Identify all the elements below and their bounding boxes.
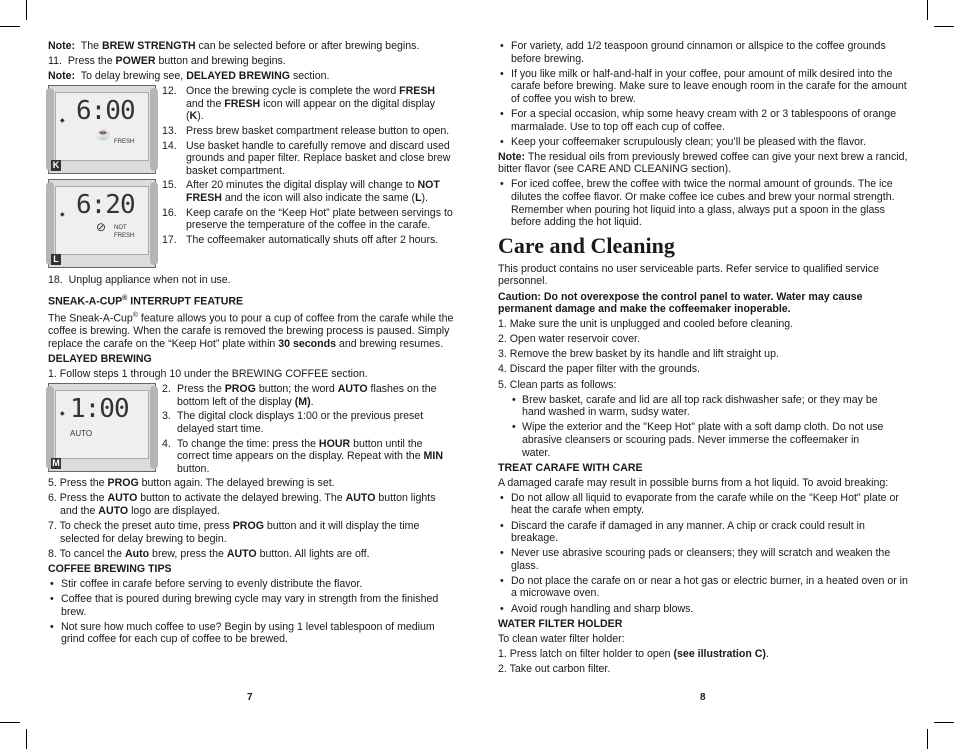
crop-mark bbox=[26, 729, 27, 749]
dial-right bbox=[150, 386, 158, 469]
figure-l-block bbox=[48, 179, 454, 268]
figure-k-block bbox=[48, 85, 454, 177]
tip-item-iced: • For iced coffee, brew the coffee with twice the normal amount of grounds. The ice dilutes the coffee flavor. Or make coffee ice cubes and brew your normal strength. Remember when pouring hot liquid into a glass, always put a spoon in the glass before adding the hot liquid. bbox=[498, 178, 912, 228]
pm-indicator-icon: ◆ bbox=[60, 118, 65, 125]
delayed-step-7: 7. To check the preset auto time, press PROG button and it will display the time selected for delay brewing to begin. bbox=[48, 520, 420, 545]
clean-sub-item: • Wipe the exterior and the "Keep Hot" plate with a soft damp cloth. Do not use abrasive cleansers or scouring pads. Never immerse the coffeemaker in water. bbox=[498, 421, 912, 459]
tip-item: • If you like milk or half-and-half in your coffee, pour amount of milk desired into the carafe before brewing. Make sure to leave enough room in the carafe for the amount of coffee you wish to brew. bbox=[498, 68, 912, 106]
not-label: NOT bbox=[114, 225, 127, 232]
lcd-time: 6:20 bbox=[76, 190, 135, 221]
delayed-brewing-heading: DELAYED BREWING bbox=[48, 353, 152, 366]
dial-left bbox=[46, 386, 54, 469]
note-residual-oils: Note: The residual oils from previously brewed coffee can give your next brew a rancid, bitter flavor (see CARE AND CLEANING section). bbox=[498, 150, 908, 176]
delayed-step-5: 5. Press the PROG button again. The delayed brewing is set. bbox=[48, 477, 335, 490]
lcd-time: 1:00 bbox=[70, 394, 129, 425]
pm-indicator-icon: ◆ bbox=[60, 411, 65, 418]
care-intro: This product contains no user serviceable parts. Refer service to qualified service personnel. bbox=[498, 262, 879, 288]
care-step: 2. Open water reservoir cover. bbox=[498, 333, 640, 346]
crop-mark bbox=[0, 26, 20, 27]
sneak-a-cup-text: The Sneak-A-Cup® feature allows you to pour a cup of coffee from the carafe while the coffee is brewing. When the carafe is removed the brewing process is paused. Simply replace the carafe on the “Keep Hot” plate within 30 seconds and brewing resumes. bbox=[48, 312, 454, 350]
water-filter-intro: To clean water filter holder: bbox=[498, 632, 625, 645]
carafe-item: • Do not allow all liquid to evaporate from the carafe while on the "Keep Hot" plate or heat the carafe when empty. bbox=[498, 492, 912, 517]
dial-left bbox=[46, 182, 54, 265]
delayed-step-6: 6. Press the AUTO button to activate the delayed brewing. The AUTO button lights and the AUTO logo are displayed. bbox=[48, 492, 436, 517]
figure-letter: M bbox=[52, 458, 60, 469]
filter-step-1: 1. Press latch on filter holder to open (see illustration C). bbox=[498, 647, 769, 660]
figure-letter: K bbox=[52, 160, 60, 171]
carafe-item: • Do not place the carafe on or near a hot gas or electric burner, in a heated oven or in a microwave oven. bbox=[498, 575, 912, 600]
care-cleaning-title: Care and Cleaning bbox=[498, 232, 675, 258]
delayed-step-1: 1. Follow steps 1 through 10 under the BREWING COFFEE section. bbox=[48, 368, 368, 381]
carafe-item: • Avoid rough handling and sharp blows. bbox=[498, 603, 912, 616]
filter-step-2: 2. Take out carbon filter. bbox=[498, 662, 611, 675]
page-number-right: 8 bbox=[700, 692, 706, 703]
crop-mark bbox=[927, 729, 928, 749]
no-cup-icon: ⊘ bbox=[96, 220, 107, 235]
carafe-item: • Discard the carafe if damaged in any manner. A chip or crack could result in breakage. bbox=[498, 520, 912, 545]
delayed-step-3: 3. The digital clock displays 1:00 or the previous preset delayed start time. bbox=[162, 410, 424, 435]
step-14: 14. Use basket handle to carefully remove and discard used grounds and paper filter. Replace basket and close brew basket compartment. bbox=[162, 139, 451, 177]
auto-label: AUTO bbox=[70, 429, 93, 439]
lcd-time: 6:00 bbox=[76, 96, 135, 127]
crop-mark bbox=[934, 26, 954, 27]
crop-mark bbox=[26, 0, 27, 20]
note-delayed: Note: To delay brewing see, DELAYED BREWING section. bbox=[48, 70, 330, 83]
left-column bbox=[48, 40, 454, 648]
tip-item: • Coffee that is poured during brewing cycle may vary in strength from the finished brew. bbox=[48, 593, 454, 618]
lcd-screen bbox=[55, 186, 149, 255]
caution-text: Caution: Do not overexpose the control panel to water. Water may cause permanent damage and make the coffeemaker inoperable. bbox=[498, 290, 863, 316]
lcd-screen bbox=[55, 390, 149, 459]
sneak-a-cup-heading: SNEAK-A-CUP® INTERRUPT FEATURE bbox=[48, 295, 244, 308]
clean-sub-item: • Brew basket, carafe and lid are all top rack dishwasher safe; or they may be hand washed in warm, sudsy water. bbox=[498, 394, 912, 419]
fresh-label: FRESH bbox=[114, 139, 135, 146]
carafe-item: • Never use abrasive scouring pads or cleansers; they will scratch and weaken the glass. bbox=[498, 547, 912, 572]
crop-mark bbox=[934, 722, 954, 723]
care-step: 3. Remove the brew basket by its handle and lift straight up. bbox=[498, 348, 779, 361]
dial-left bbox=[46, 88, 54, 171]
delayed-step-2: 2. Press the PROG button; the word AUTO flashes on the bottom left of the display (M). bbox=[162, 383, 437, 408]
care-step: 1. Make sure the unit is unplugged and cooled before cleaning. bbox=[498, 318, 794, 331]
delayed-step-8: 8. To cancel the Auto brew, press the AUTO button. All lights are off. bbox=[48, 547, 370, 560]
treat-carafe-heading: TREAT CARAFE WITH CARE bbox=[498, 462, 643, 475]
step-15: 15. After 20 minutes the digital display will change to NOT FRESH and the icon will also indicate the same (L). bbox=[162, 179, 440, 205]
figure-letter: L bbox=[51, 254, 61, 265]
step-11: 11. Press the POWER button and brewing begins. bbox=[48, 55, 286, 68]
display-figure-l bbox=[48, 179, 156, 268]
tip-item: • Stir coffee in carafe before serving to evenly distribute the flavor. bbox=[48, 578, 454, 591]
water-filter-heading: WATER FILTER HOLDER bbox=[498, 618, 623, 631]
display-figure-m bbox=[48, 383, 156, 472]
tip-item: • For variety, add 1/2 teaspoon ground cinnamon or allspice to the coffee grounds before brewing. bbox=[498, 40, 912, 65]
coffee-tips-heading: COFFEE BREWING TIPS bbox=[48, 563, 172, 576]
treat-carafe-intro: A damaged carafe may result in possible burns from a hot liquid. To avoid breaking: bbox=[498, 476, 889, 489]
display-figure-k bbox=[48, 85, 156, 174]
crop-mark bbox=[0, 722, 20, 723]
tip-item: • Not sure how much coffee to use? Begin by using 1 level tablespoon of medium grind coffee for each cup of coffee to be brewed. bbox=[48, 621, 454, 646]
page-number-left: 7 bbox=[247, 692, 253, 703]
care-step: 5. Clean parts as follows: bbox=[498, 378, 617, 391]
tip-item: • Keep your coffeemaker scrupulously clean; you’ll be pleased with the flavor. bbox=[498, 136, 912, 149]
note-brew-strength: Note: The BREW STRENGTH can be selected before or after brewing begins. bbox=[48, 40, 420, 52]
dial-right bbox=[150, 182, 158, 265]
step-18: 18. Unplug appliance when not in use. bbox=[48, 274, 231, 287]
tip-item: • For a special occasion, whip some heavy cream with 2 or 3 tablespoons of orange marmalade. Use to top off each cup of coffee. bbox=[498, 108, 912, 133]
step-12: 12. Once the brewing cycle is complete the word FRESH and the FRESH icon will appear on the digital display (K). bbox=[162, 85, 436, 123]
step-13: 13. Press brew basket compartment release button to open. bbox=[162, 125, 450, 138]
crop-mark bbox=[927, 0, 928, 20]
coffee-cup-icon: ☕ bbox=[96, 127, 111, 142]
lcd-screen bbox=[55, 92, 149, 161]
right-column bbox=[498, 40, 912, 678]
pm-indicator-icon: ◆ bbox=[60, 212, 65, 219]
dial-right bbox=[150, 88, 158, 171]
care-step: 4. Discard the paper filter with the grounds. bbox=[498, 363, 700, 376]
step-16: 16. Keep carafe on the “Keep Hot” plate between servings to preserve the temperature of the coffee in the carafe. bbox=[162, 206, 453, 232]
step-17: 17. The coffeemaker automatically shuts off after 2 hours. bbox=[162, 233, 439, 246]
figure-m-block bbox=[48, 383, 454, 475]
delayed-step-4: 4. To change the time: press the HOUR button until the correct time appears on the display. Repeat with the MIN button. bbox=[162, 437, 443, 475]
fresh-label: FRESH bbox=[114, 233, 135, 240]
